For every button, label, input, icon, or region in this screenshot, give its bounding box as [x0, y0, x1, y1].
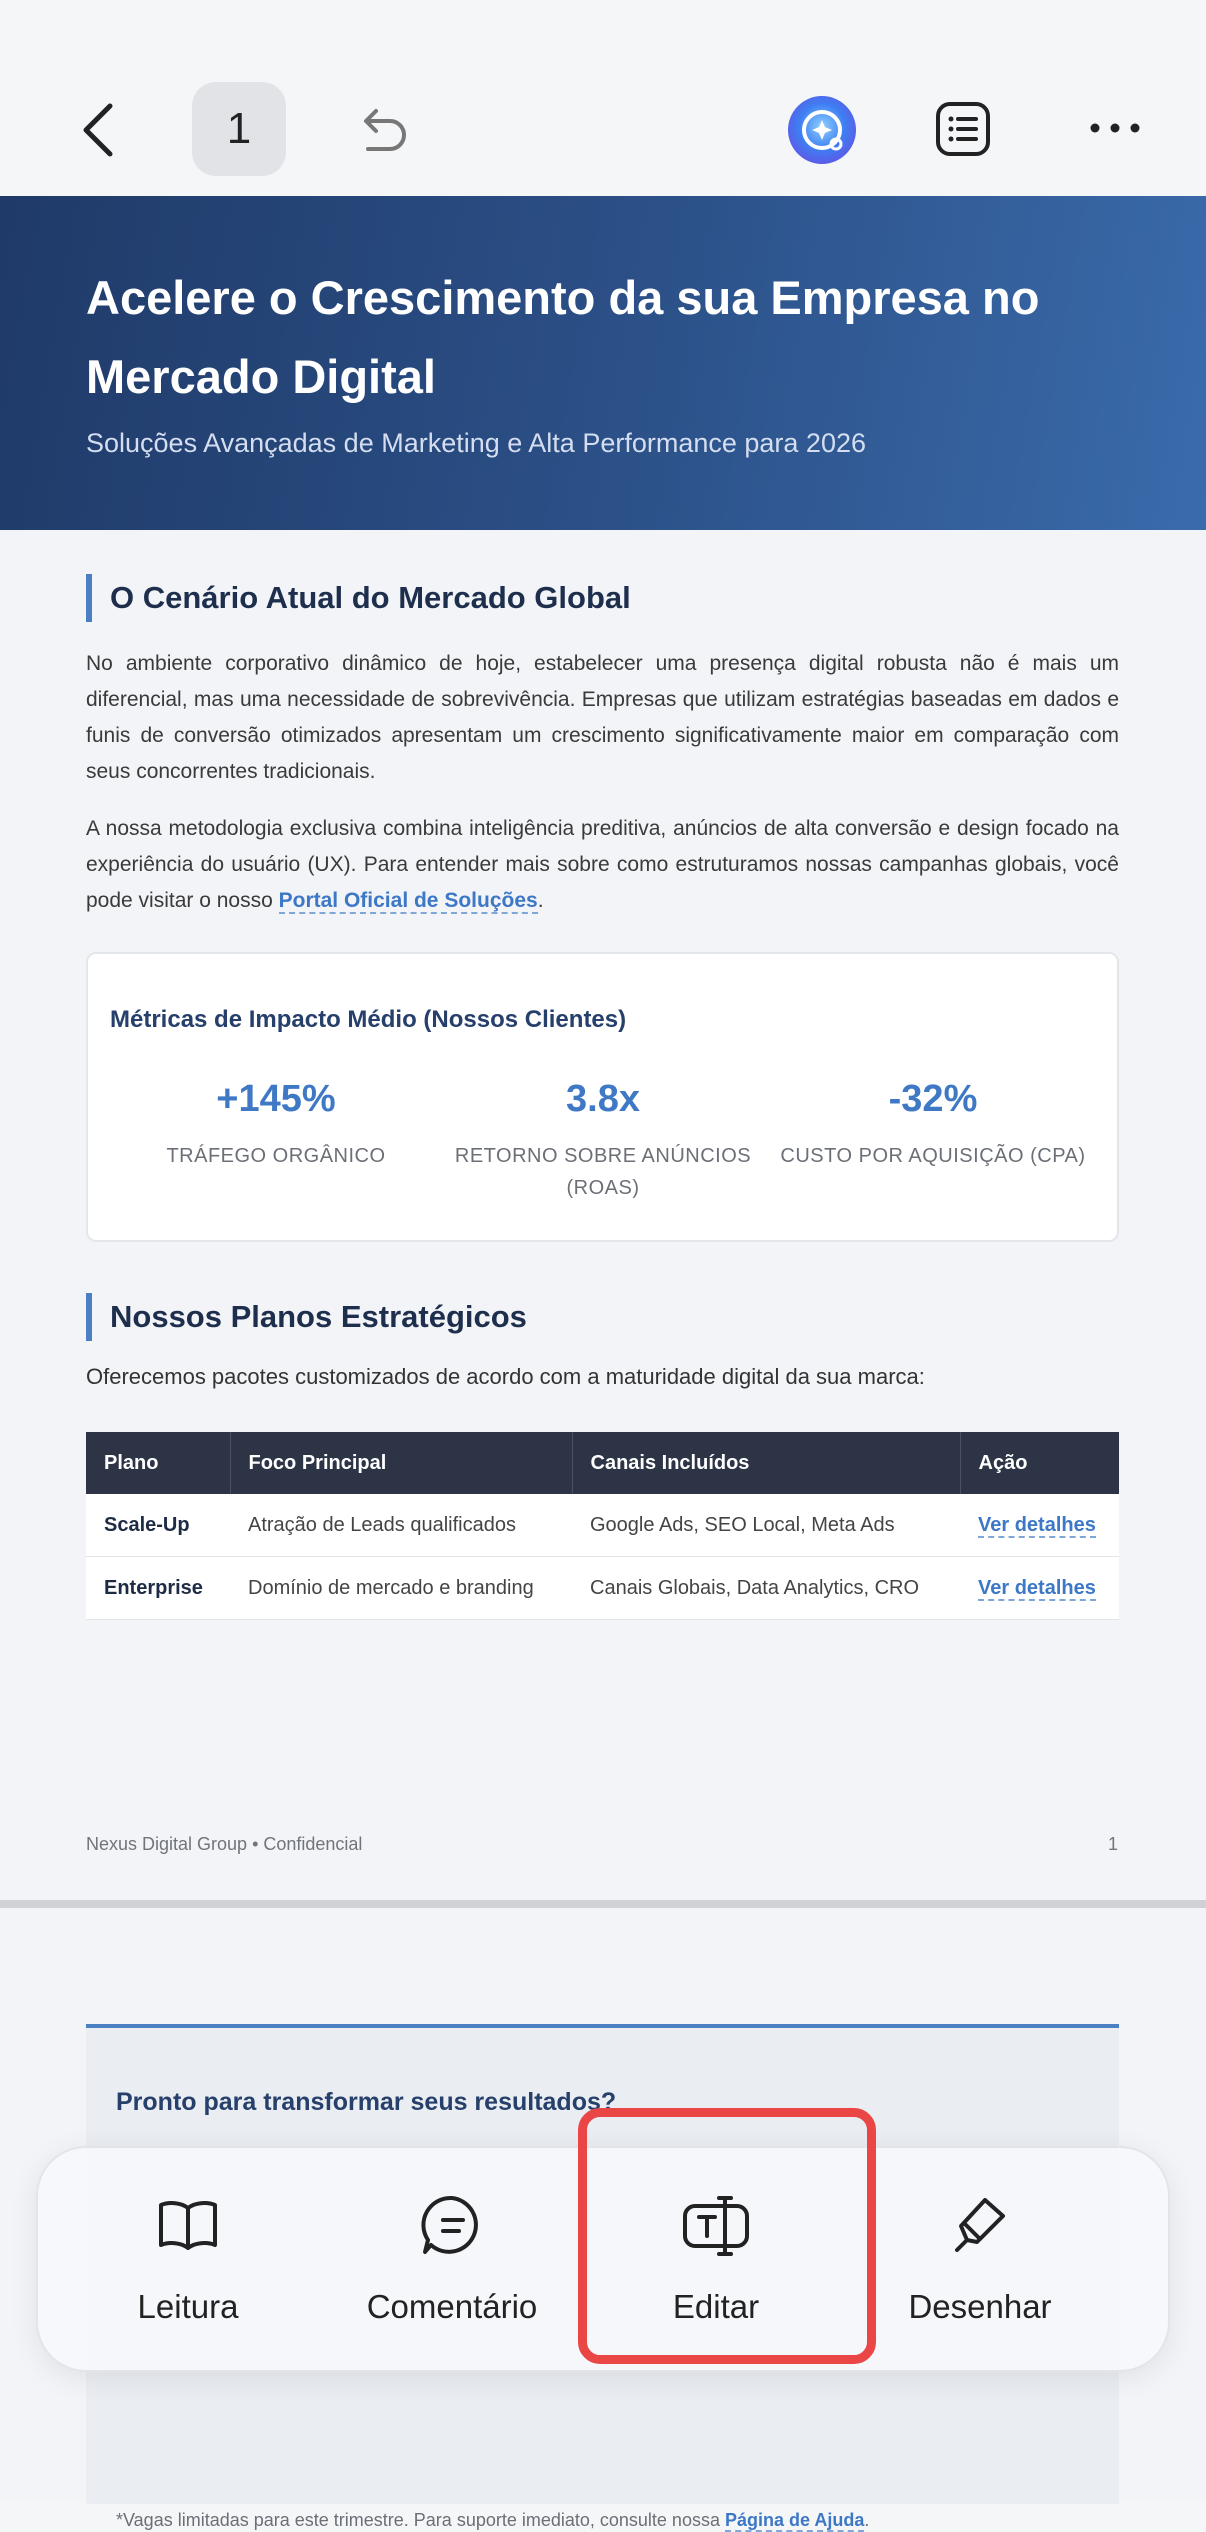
- top-navigation-bar: [0, 0, 1206, 196]
- table-row: [86, 1494, 1119, 1557]
- hero-title: Acelere o Crescimento da sua Empresa no Mercado Digital: [86, 271, 1040, 403]
- column-header: Foco Principal: [230, 1432, 572, 1494]
- undo-icon: [354, 105, 410, 155]
- pen-icon: [945, 2190, 1015, 2260]
- metrics-card: [86, 952, 1119, 1242]
- page-footer-number: 1: [1108, 1834, 1119, 1854]
- hero-banner: [0, 196, 1206, 530]
- paragraph-end: .: [537, 889, 544, 912]
- cta-note-end: .: [864, 2510, 870, 2530]
- metrics-title: Métricas de Impacto Médio (Nossos Clientes): [110, 1006, 627, 1033]
- paragraph-market-intro: No ambiente corporativo dinâmico de hoje, estabelecer uma presença digital robusta não é mais um diferencial, mas uma necessidade de sobrevivência. Empresas que utilizam estratégias baseadas em dados e funis de conversão otimizados apresentam um crescimento significativamente maior em comparação com seus concorrentes tradicionais.: [86, 652, 1119, 783]
- metric-organic-traffic: [111, 1074, 441, 1172]
- toolbar-label: Desenhar: [908, 2288, 1052, 2325]
- reading-mode-button[interactable]: [58, 2148, 318, 2374]
- paragraph-methodology-text: A nossa metodologia exclusiva combina inteligência preditiva, anúncios de alta conversão e design focado na experiência do usuário (UX). Para entender mais sobre como estruturamos nossas campanhas globais, você pode visitar o nosso: [86, 817, 1119, 912]
- toolbar-label: Comentário: [366, 2288, 538, 2325]
- document-page-1: [0, 196, 1206, 1900]
- draw-mode-button[interactable]: [850, 2148, 1110, 2374]
- metric-value: 3.8x: [566, 1078, 640, 1120]
- back-arrow-icon: [78, 100, 118, 160]
- metric-value: +145%: [216, 1078, 336, 1120]
- plan-action-cell: [960, 1557, 1119, 1620]
- hero-subtitle: Soluções Avançadas de Marketing e Alta Performance para 2026: [86, 428, 866, 458]
- view-details-link[interactable]: Ver detalhes: [978, 1513, 1096, 1536]
- metric-value: -32%: [888, 1078, 978, 1120]
- comment-mode-button[interactable]: [322, 2148, 582, 2374]
- metric-roas: [438, 1074, 768, 1204]
- plans-intro: Oferecemos pacotes customizados de acordo com a maturidade digital da sua marca:: [86, 1364, 925, 1389]
- view-details-link[interactable]: Ver detalhes: [978, 1576, 1096, 1599]
- back-button[interactable]: [70, 100, 126, 160]
- cta-note-text: *Vagas limitadas para este trimestre. Para suporte imediato, consulte nossa: [116, 2510, 725, 2530]
- plans-table: [86, 1432, 1119, 1620]
- table-header-row: [86, 1432, 1119, 1494]
- book-icon: [153, 2190, 223, 2260]
- plan-channels: Google Ads, SEO Local, Meta Ads: [572, 1494, 960, 1557]
- toolbar-label: Leitura: [137, 2288, 239, 2325]
- cta-title: Pronto para transformar seus resultados?: [116, 2088, 617, 2116]
- undo-button[interactable]: [350, 100, 414, 160]
- column-header: Canais Incluídos: [572, 1432, 960, 1494]
- ai-assistant-icon: [784, 92, 860, 168]
- metric-label: TRÁFEGO ORGÂNICO: [166, 1145, 386, 1167]
- section-heading-plans: Nossos Planos Estratégicos: [86, 1293, 527, 1341]
- table-of-contents-icon: [934, 100, 992, 158]
- plan-focus: Domínio de mercado e branding: [230, 1557, 572, 1620]
- table-of-contents-button[interactable]: [932, 98, 994, 160]
- toolbar-label: Editar: [672, 2288, 760, 2325]
- column-header: Ação: [960, 1432, 1119, 1494]
- paragraph-methodology: [86, 811, 1119, 919]
- table-row: [86, 1557, 1119, 1620]
- plan-channels: Canais Globais, Data Analytics, CRO: [572, 1557, 960, 1620]
- portal-link[interactable]: Portal Oficial de Soluções: [278, 889, 538, 912]
- more-options-button[interactable]: [1080, 108, 1150, 148]
- ai-assistant-button[interactable]: [784, 92, 860, 168]
- edit-highlight-box: [578, 2108, 876, 2364]
- more-options-icon: [1087, 120, 1143, 136]
- plan-action-cell: [960, 1494, 1119, 1557]
- plan-name: Scale-Up: [86, 1494, 230, 1557]
- page-footer-text: Nexus Digital Group • Confidencial: [86, 1834, 363, 1854]
- plan-focus: Atração de Leads qualificados: [230, 1494, 572, 1557]
- comment-icon: [417, 2190, 487, 2260]
- help-page-link[interactable]: Página de Ajuda: [724, 2510, 865, 2530]
- section-heading-market: O Cenário Atual do Mercado Global: [86, 574, 631, 622]
- metric-label: CUSTO POR AQUISIÇÃO (CPA): [780, 1145, 1086, 1167]
- metric-cpa: [768, 1074, 1098, 1172]
- column-header: Plano: [86, 1432, 230, 1494]
- plan-name: Enterprise: [86, 1557, 230, 1620]
- page-number-button[interactable]: 1: [192, 82, 286, 176]
- cta-note: [116, 2510, 869, 2531]
- metric-label: RETORNO SOBRE ANÚNCIOS (ROAS): [454, 1145, 752, 1199]
- page-separator: [0, 1900, 1206, 1908]
